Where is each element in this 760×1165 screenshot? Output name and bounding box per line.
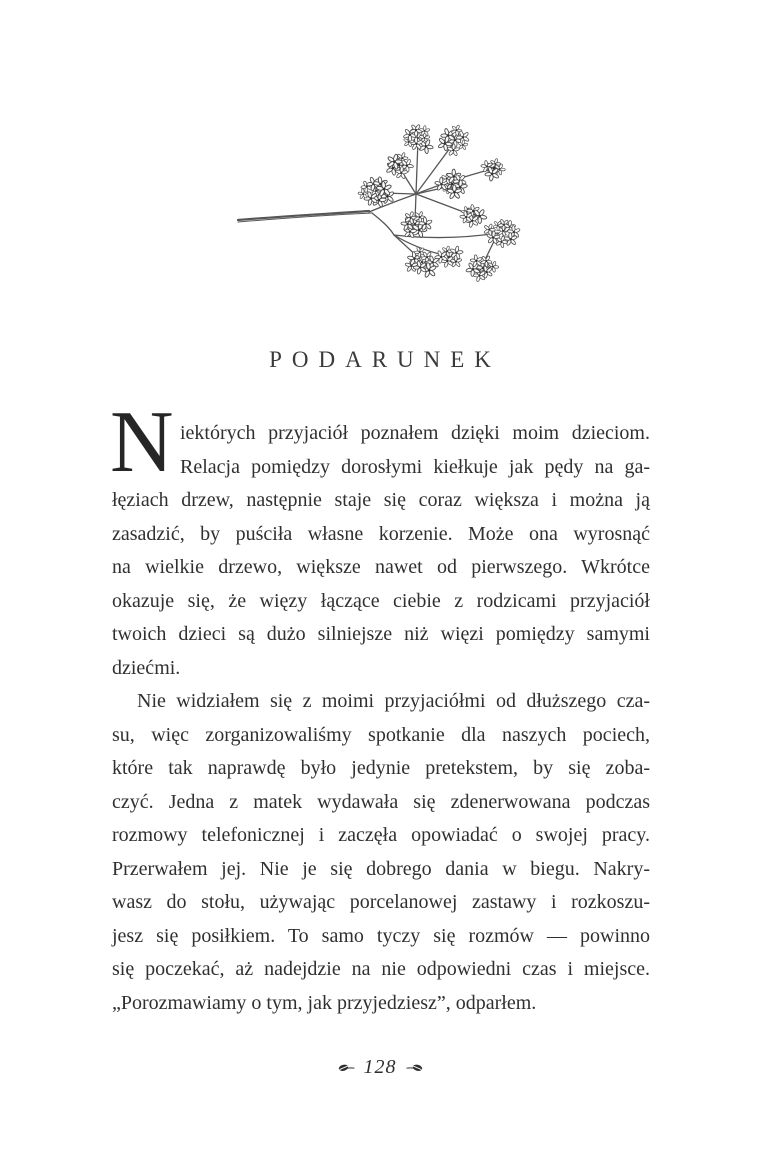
text-line: które tak naprawdę było jedynie pretekstem, by się zoba- — [112, 757, 650, 779]
text-line: Relacja pomiędzy dorosłymi kiełkuje jak pędy na ga- — [180, 455, 650, 478]
text-line: „Porozmawiamy o tym, jak przyjedziesz”, odparłem. — [112, 991, 537, 1014]
page-number: 128 — [363, 1056, 397, 1078]
paragraph — [112, 685, 650, 1020]
text-line: su, więc zorganizowaliśmy spotkanie dla naszych pociech, — [112, 723, 650, 746]
text-line: jesz się posiłkiem. To samo tyczy się rozmów — powinno — [112, 924, 650, 947]
text-line: Przerwałem jej. Nie je się dobrego dania w biegu. Nakry- — [112, 857, 650, 880]
leaf-ornament-left-icon — [338, 1062, 355, 1074]
text-line: twoich dzieci są dużo silniejsze niż więzi pomiędzy samymi — [112, 623, 650, 645]
text-line: wasz do stołu, używając porcelanowej zastawy i rozkoszu- — [112, 891, 650, 913]
paragraph — [110, 394, 650, 685]
body-text — [110, 394, 650, 1020]
text-line: dziećmi. — [112, 656, 181, 679]
flower-sprig-illustration — [226, 88, 542, 304]
flower-sprig-svg — [226, 88, 542, 304]
chapter-title: PODARUNEK — [269, 347, 501, 372]
text-line: czyć. Jedna z matek wydawała się zdenerwowana podczas — [112, 790, 650, 813]
text-line: okazuje się, że więzy łączące ciebie z rodzicami przyjaciół — [112, 589, 650, 612]
text-line: iektórych przyjaciół poznałem dzięki moim dzieciom. — [180, 422, 650, 444]
leaf-ornament-right-icon — [406, 1062, 423, 1074]
text-line: rozmowy telefonicznej i zaczęła opowiadać o swojej pracy. — [112, 824, 650, 846]
page-footer — [0, 1056, 760, 1079]
text-line: Nie widziałem się z moimi przyjaciółmi od dłuższego cza- — [137, 690, 650, 712]
text-line: łęziach drzew, następnie staje się coraz większa i można ją — [112, 489, 650, 511]
drop-cap: N — [110, 394, 174, 491]
text-line: zasadzić, by puściła własne korzenie. Może ona wyrosnąć — [112, 522, 650, 545]
text-line: na wielkie drzewo, większe nawet od pierwszego. Wkrótce — [112, 556, 650, 578]
text-line: się poczekać, aż nadejdzie na nie odpowiedni czas i miejsce. — [112, 958, 650, 980]
